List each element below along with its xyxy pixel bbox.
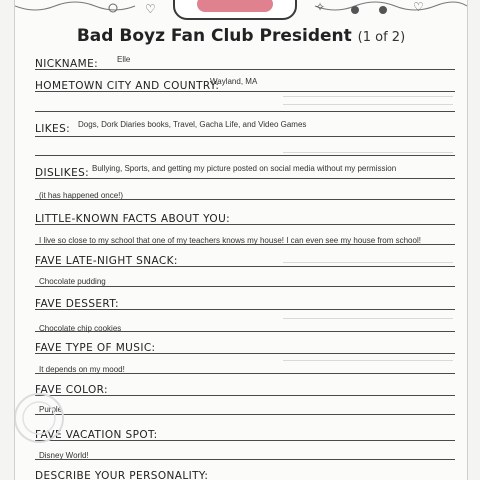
- answer-line: [35, 244, 455, 245]
- field-dessert-answer-row: [35, 318, 453, 336]
- title-text: Bad Boyz Fan Club President: [76, 26, 352, 46]
- answer-line: [35, 459, 455, 460]
- field-answer[interactable]: Dogs, Dork Diaries books, Travel, Gacha Life, and Video Games: [78, 120, 307, 129]
- answer-line: [35, 353, 455, 354]
- answer-line: [35, 111, 455, 112]
- banner-logo-stamp: [197, 0, 273, 12]
- answer-line: [35, 373, 455, 374]
- field-label: NICKNAME:: [35, 58, 99, 70]
- field-answer[interactable]: Disney World!: [39, 451, 89, 460]
- answer-line: [35, 224, 455, 225]
- field-label: FAVE LATE-NIGHT SNACK:: [35, 255, 178, 267]
- header-banner: [173, 0, 297, 20]
- page-title: [15, 26, 467, 46]
- field-facts-answer-row: [35, 230, 453, 248]
- field-label: FAVE DESSERT:: [35, 298, 119, 310]
- field-answer[interactable]: Purple: [39, 405, 63, 414]
- answer-line: [35, 440, 455, 441]
- field-label: FAVE TYPE OF MUSIC:: [35, 342, 156, 354]
- answer-line: [35, 395, 455, 396]
- bleed-through-line: [283, 96, 453, 97]
- bleed-through-line: [283, 104, 453, 105]
- field-label: HOMETOWN CITY AND COUNTRY:: [35, 80, 220, 92]
- field-likes: [35, 119, 453, 137]
- field-label: LITTLE-KNOWN FACTS ABOUT YOU:: [35, 213, 231, 225]
- field-answer[interactable]: Elle: [117, 55, 131, 64]
- answer-line: [35, 178, 455, 179]
- field-label: DESCRIBE YOUR PERSONALITY:: [35, 470, 209, 480]
- field-label: DISLIKES:: [35, 167, 90, 179]
- field-personality: [35, 466, 453, 480]
- field-answer[interactable]: Bullying, Sports, and getting my picture posted on social media without my permission: [92, 164, 397, 173]
- field-dislikes-continued: [35, 185, 453, 203]
- field-answer[interactable]: It depends on my mood!: [39, 365, 125, 374]
- answer-line: [35, 199, 455, 200]
- field-music-answer-row: [35, 359, 453, 377]
- answer-line: [35, 286, 455, 287]
- bleed-through-line: [283, 152, 453, 153]
- answer-line: [35, 155, 455, 156]
- field-answer-continued[interactable]: (it has happened once!): [39, 191, 124, 200]
- field-answer[interactable]: Wayland, MA: [210, 77, 258, 86]
- star-doodle-icon: ✧: [315, 0, 326, 14]
- field-label: LIKES:: [35, 123, 71, 135]
- answer-line: [35, 331, 455, 332]
- field-answer[interactable]: I live so close to my school that one of my teachers knows my house! I can even see my house from school!: [39, 236, 421, 245]
- answer-line: [35, 414, 455, 415]
- field-vacation-answer-row: [35, 445, 453, 463]
- field-answer[interactable]: Chocolate chip cookies: [39, 324, 122, 333]
- heart-doodle-icon: ♡: [413, 0, 424, 14]
- answer-line: [35, 266, 455, 267]
- page-count: (1 of 2): [357, 30, 406, 45]
- field-answer[interactable]: Chocolate pudding: [39, 277, 106, 286]
- answer-line: [35, 91, 455, 92]
- answer-line: [35, 136, 455, 137]
- bleed-through-seal-icon: [14, 388, 69, 448]
- field-label: FAVE VACATION SPOT:: [35, 429, 158, 441]
- answer-line: [35, 309, 455, 310]
- field-label: FAVE COLOR:: [35, 384, 108, 396]
- answer-line: [35, 69, 455, 70]
- heart-doodle-icon: ♡: [145, 2, 156, 16]
- questionnaire-page: [14, 0, 468, 480]
